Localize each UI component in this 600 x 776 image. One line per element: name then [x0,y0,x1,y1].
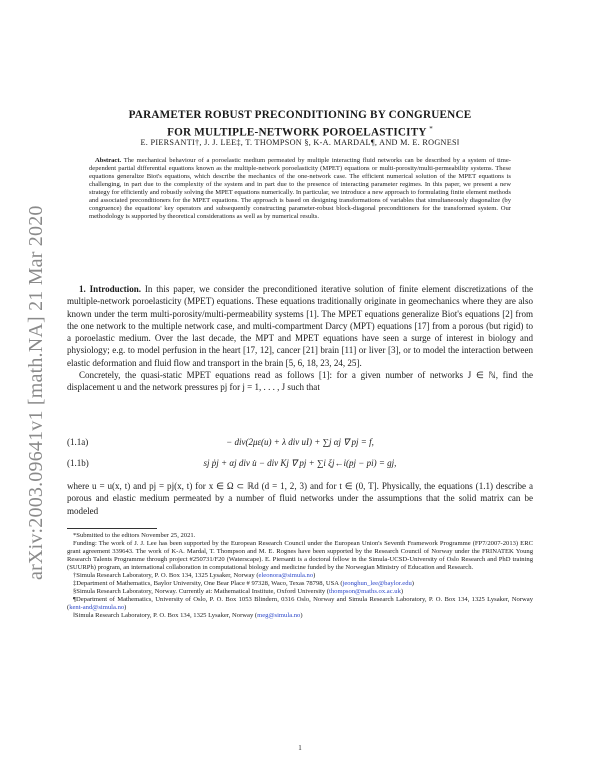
introduction [67,283,533,393]
post-equation-text [67,480,533,517]
footnote-affiliation: ‖Simula Research Laboratory, P. O. Box 134, 1325 Lysaker, Norway (meg@simula.no) [73,612,303,620]
equation-label: (1.1a) [67,437,89,447]
intro-paragraph-1 [67,283,533,369]
email-link[interactable]: meg@simula.no [257,612,301,620]
section-heading: 1. Introduction. [79,284,142,294]
email-link[interactable]: kent-and@simula.no [69,604,125,612]
footnote-affiliation: ¶Department of Mathematics, University of Oslo, P. O. Box 1053 Blindern, 0316 Oslo, Norway and Simula Research Laboratory, P. O. Box 134, 1325 Lysaker, Norway (kent-and@simula.no) [67,596,533,612]
arxiv-identifier-text: arXiv:2003.09641v1 [math.NA] 21 Mar 2020 [25,205,47,580]
title-footnote-mark: * [429,125,433,133]
abstract-text: The mechanical behaviour of a poroelastic medium permeated by multiple interacting fluid networks can be described by a system of time-dependent partial differential equations known as the multiple-network poroelasticity (MPET) equations or multi-porosity/multi-permeability systems. These equations generalize Biot's equations, which describe the mechanics of the one-network case. The efficient numerical solution of the MPET equations is challenging, in part due to the complexity of the system and in part due to the presence of interacting parameter regimes. In this paper, we present a new strategy for efficiently and robustly solving the MPET equations numerically. In particular, we introduce a new approach to formulating finite element methods and associated preconditioners for the MPET equations. The approach is based on designing transformations of variables that simultaneously diagonalize (by congruence) the equations' key operators and subsequently constructing parameter-robust block-diagonal preconditioners for the transformed system. Our methodology is supported by theoretical considerations as well as by numerical results. [89,157,511,221]
email-link[interactable]: thompson@maths.ox.ac.uk [329,588,401,596]
paper-title [60,108,540,140]
footnote-affiliation: †Simula Research Laboratory, P. O. Box 134, 1325 Lysaker, Norway (eleonora@simula.no) [73,572,316,580]
equation-1-1a [67,437,533,451]
abstract [89,157,511,221]
author-list: E. PIERSANTI†, J. J. LEE‡, T. THOMPSON §, K-A. MARDAL¶, AND M. E. ROGNES‖ [140,138,460,147]
equation-expression: sj ṗj + αj div u̇ − div Kj ∇ pj + ∑i ξj←i(pj − pi) = gj, [203,458,397,468]
footnote-rule [67,528,157,529]
footnote-funding: Funding: The work of J. J. Lee has been supported by the European Research Council under the European Union's Seventh Framework Programme (FP7/2007-2013) ERC grant agreement 339643. The work of K-A. Mardal, T. Thompson and M. E. Rognes have been supported by the Research Council of Norway under the FRINATEK Young Research Talents Programme through project #250731/F20 (Waterscape). E. Piersanti is a doctoral fellow in the Simula-UCSD-University of Oslo Research and PhD training (SUURPh) program, an international collaboration in computational biology and medicine funded by the Norwegian Ministry of Education and Research. [67,540,533,572]
title-line-1: PARAMETER ROBUST PRECONDITIONING BY CONGRUENCE [128,109,472,121]
equation-1-1b [67,458,533,472]
equation-expression: − div(2με(u) + λ div uI) + ∑j αj ∇ pj = f, [226,437,374,447]
equation-label: (1.1b) [67,458,89,468]
intro-paragraph-2: Concretely, the quasi-static MPET equations read as follows [1]: for a given number of networks J ∈ ℕ, find the displacement u and the network pressures pj for j = 1, . . . , J such that [67,369,533,392]
post-equation-paragraph: where u = u(x, t) and pj = pj(x, t) for x ∈ Ω ⊂ ℝd (d = 1, 2, 3) and for t ∈ (0, T]. Physically, the equations (1.1) describe a porous and elastic medium permeated by a number of fluid networks under the assumptions that the solid matrix can be modeled [67,481,533,516]
page-number: 1 [298,744,302,752]
email-link[interactable]: jeonghun_lee@baylor.edu [342,580,412,588]
footnote-affiliation: §Simula Research Laboratory, Norway. Currently at: Mathematical Institute, Oxford University (thompson@maths.ox.ac.uk) [73,588,404,596]
abstract-label: Abstract. [95,157,122,164]
email-link[interactable]: eleonora@simula.no [258,572,314,580]
footnote-affiliation: ‡Department of Mathematics, Baylor University, One Bear Place # 97328, Waco, Texas 78798, USA (jeonghun_lee@baylor.edu) [73,580,414,588]
footnote-submitted: *Submitted to the editors November 25, 2021. [73,532,196,539]
intro-paragraph-1-text: In this paper, we consider the preconditioned iterative solution of finite element discretizations of the multiple-network poroelasticity (MPET) equations. These equations traditionally originate in geomechanics where they are also known under the term multi-porosity/multi-permeability systems [1]. The MPET equations generalize Biot's equations [2] from the one network to the multiple network case, and multi-compartment Darcy (MPT) equations [17] from a porous (but rigid) to a poroelastic medium. Over the last decade, the MPT and MPET equations have seen a surge of interest in biology and physiology; e.g. to model perfusion in the heart [17, 12], cancer [21] brain [11] or liver [3], or to model the interaction between elastic deformation and fluid flow and transport in the brain [5, 6, 18, 23, 24, 25]. [67,284,533,368]
title-line-2: FOR MULTIPLE-NETWORK POROELASTICITY [167,126,427,139]
footnotes [67,532,533,621]
arxiv-identifier [10,60,47,580]
